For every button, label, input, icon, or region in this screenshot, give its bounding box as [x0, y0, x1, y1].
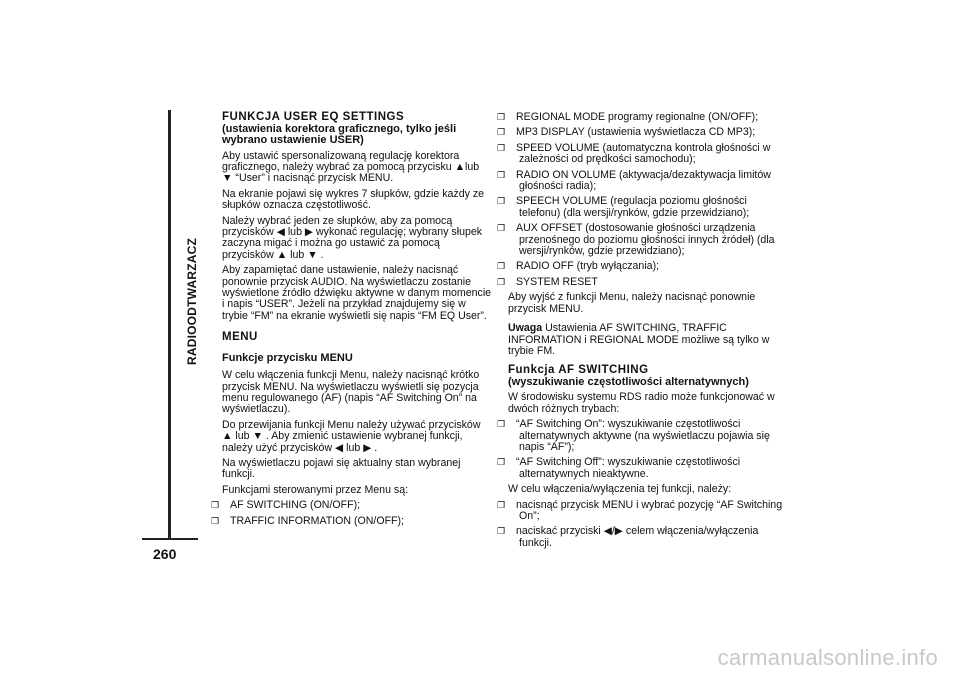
checkbox-icon: ❐: [211, 515, 220, 526]
note-label: Uwaga: [508, 322, 543, 335]
section-title: [185, 238, 205, 415]
heading-af-switching: Funkcja AF SWITCHING: [508, 364, 649, 377]
watermark: carmanualsonline.info: [717, 645, 938, 670]
paragraph: Aby wyjść z funkcji Menu, należy nacisnąć ponownie przycisk MENU.: [508, 291, 756, 315]
sidebar-rule: [142, 110, 172, 538]
list-item: ❐ AF SWITCHING (ON/OFF);: [211, 499, 361, 512]
list-item: ❐ RADIO ON VOLUME (aktywacja/dezaktywacja limitów głośności radia);: [497, 168, 771, 193]
paragraph: Do przewijania funkcji Menu należy używać przycisków ▲ lub ▼ . Aby zmienić ustawienie wybranej funkcji, należy użyć przycisków ◀ lub ▶ .: [222, 418, 481, 454]
list-item: ❐ REGIONAL MODE programy regionalne (ON/OFF);: [497, 111, 759, 123]
checkbox-icon: ❐: [211, 500, 220, 511]
note: [508, 323, 786, 357]
checkbox-icon: ❐: [497, 499, 506, 510]
note-text: Ustawienia AF SWITCHING, TRAFFIC INFORMATION i REGIONAL MODE możliwe są tylko w trybie FM.: [508, 322, 770, 357]
checkbox-icon: ❐: [497, 169, 506, 180]
checkbox-icon: ❐: [497, 276, 506, 287]
list-item: ❐ “AF Switching On”: wyszukiwanie częstotliwości alternatywnych aktywne (na wyświetlaczu pojawia się napis “AF”);: [497, 418, 770, 453]
checkbox-icon: ❐: [497, 127, 506, 138]
list-item: ❐ AUX OFFSET (dostosowanie głośności urządzenia przenośnego do poziomu głośności innych źródeł) (dla wersji/rynków, gdzie przewidziano);: [497, 222, 775, 258]
paragraph: W środowisku systemu RDS radio może funkcjonować w dwóch różnych trybach:: [508, 391, 775, 415]
checkbox-icon: ❐: [497, 196, 506, 207]
paragraph: W celu włączenia/wyłączenia tej funkcji, należy:: [508, 483, 732, 496]
list-item: ❐ nacisnąć przycisk MENU i wybrać pozycję “AF Switching On”;: [497, 498, 783, 522]
list-item: ❐ “AF Switching Off”: wyszukiwanie częstotliwości alternatywnych nieaktywne.: [497, 456, 741, 480]
horizontal-rule: [142, 538, 198, 540]
heading-menu: MENU: [222, 331, 258, 344]
list-item: ❐ TRAFFIC INFORMATION (ON/OFF);: [211, 514, 404, 527]
paragraph: Aby ustawić spersonalizowaną regulację korektora graficznego, należy wybrać za pomocą przycisku ▲lub ▼ “User” i nacisnąć przycisk MENU.: [222, 149, 480, 185]
list-item: ❐ SPEECH VOLUME (regulacja poziomu głośności telefonu) (dla wersji/rynków, gdzie przewidziano);: [497, 195, 750, 219]
checkbox-icon: ❐: [497, 457, 506, 468]
paragraph: Należy wybrać jeden ze słupków, aby za pomocą przycisków ◀ lub ▶ wykonać regulację; wybrany słupek zaczyna migać i można go ustawić za pomocą przycisków ▲ lub ▼ .: [222, 214, 483, 261]
left-column: [211, 111, 492, 531]
list-item: ❐ naciskać przyciski ◀/▶ celem włączenia/wyłączenia funkcji.: [497, 525, 759, 549]
right-column: [497, 111, 786, 553]
checkbox-icon: ❐: [497, 526, 506, 537]
section-title-text: RADIOODTWARZACZ: [185, 238, 199, 365]
subheading-af-switching: (wyszukiwanie częstotliwości alternatywnych): [508, 375, 749, 388]
list-item: ❐ SYSTEM RESET: [497, 275, 598, 288]
list-item: ❐ MP3 DISPLAY (ustawienia wyświetlacza CD MP3);: [497, 126, 756, 139]
list-item: ❐ RADIO OFF (tryb wyłączania);: [497, 260, 660, 273]
paragraph: Na wyświetlaczu pojawi się aktualny stan wybranej funkcji.: [222, 456, 461, 481]
paragraph: W celu włączenia funkcji Menu, należy nacisnąć krótko przycisk MENU. Na wyświetlaczu wyświetli się pozycja menu regulowanego (AF) (napis “AF Switching On” na wyświetlaczu).: [222, 369, 480, 416]
paragraph: Na ekranie pojawi się wykres 7 słupków, gdzie każdy ze słupków oznacza częstotliwość.: [222, 187, 485, 212]
page-number: 260: [153, 546, 177, 562]
vertical-rule: [168, 110, 171, 538]
subheading-user-eq: (ustawienia korektora graficznego, tylko jeśli wybrano ustawienie USER): [222, 122, 457, 146]
heading-user-eq: FUNKCJA USER EQ SETTINGS: [222, 111, 405, 123]
paragraph: Aby zapamiętać dane ustawienie, należy nacisnąć ponownie przycisk AUDIO. Na wyświetlaczu zostanie wyświetlone źródło dźwięku aktywne w danym momencie i napis “USER”. Jeżeli na przykład znajdujemy się w trybie “FM” na ekranie wyświetli się napis “FM EQ User”.: [222, 264, 492, 322]
paragraph: Funkcjami sterowanymi przez Menu są:: [222, 483, 409, 496]
checkbox-icon: ❐: [497, 419, 506, 430]
subheading-menu: Funkcje przycisku MENU: [222, 351, 353, 364]
checkbox-icon: ❐: [497, 223, 506, 234]
checkbox-icon: ❐: [497, 112, 506, 122]
checkbox-icon: ❐: [497, 261, 506, 272]
list-item: ❐ SPEED VOLUME (automatyczna kontrola głośności w zależności od prędkości samochodu);: [497, 141, 771, 166]
checkbox-icon: ❐: [497, 142, 506, 153]
